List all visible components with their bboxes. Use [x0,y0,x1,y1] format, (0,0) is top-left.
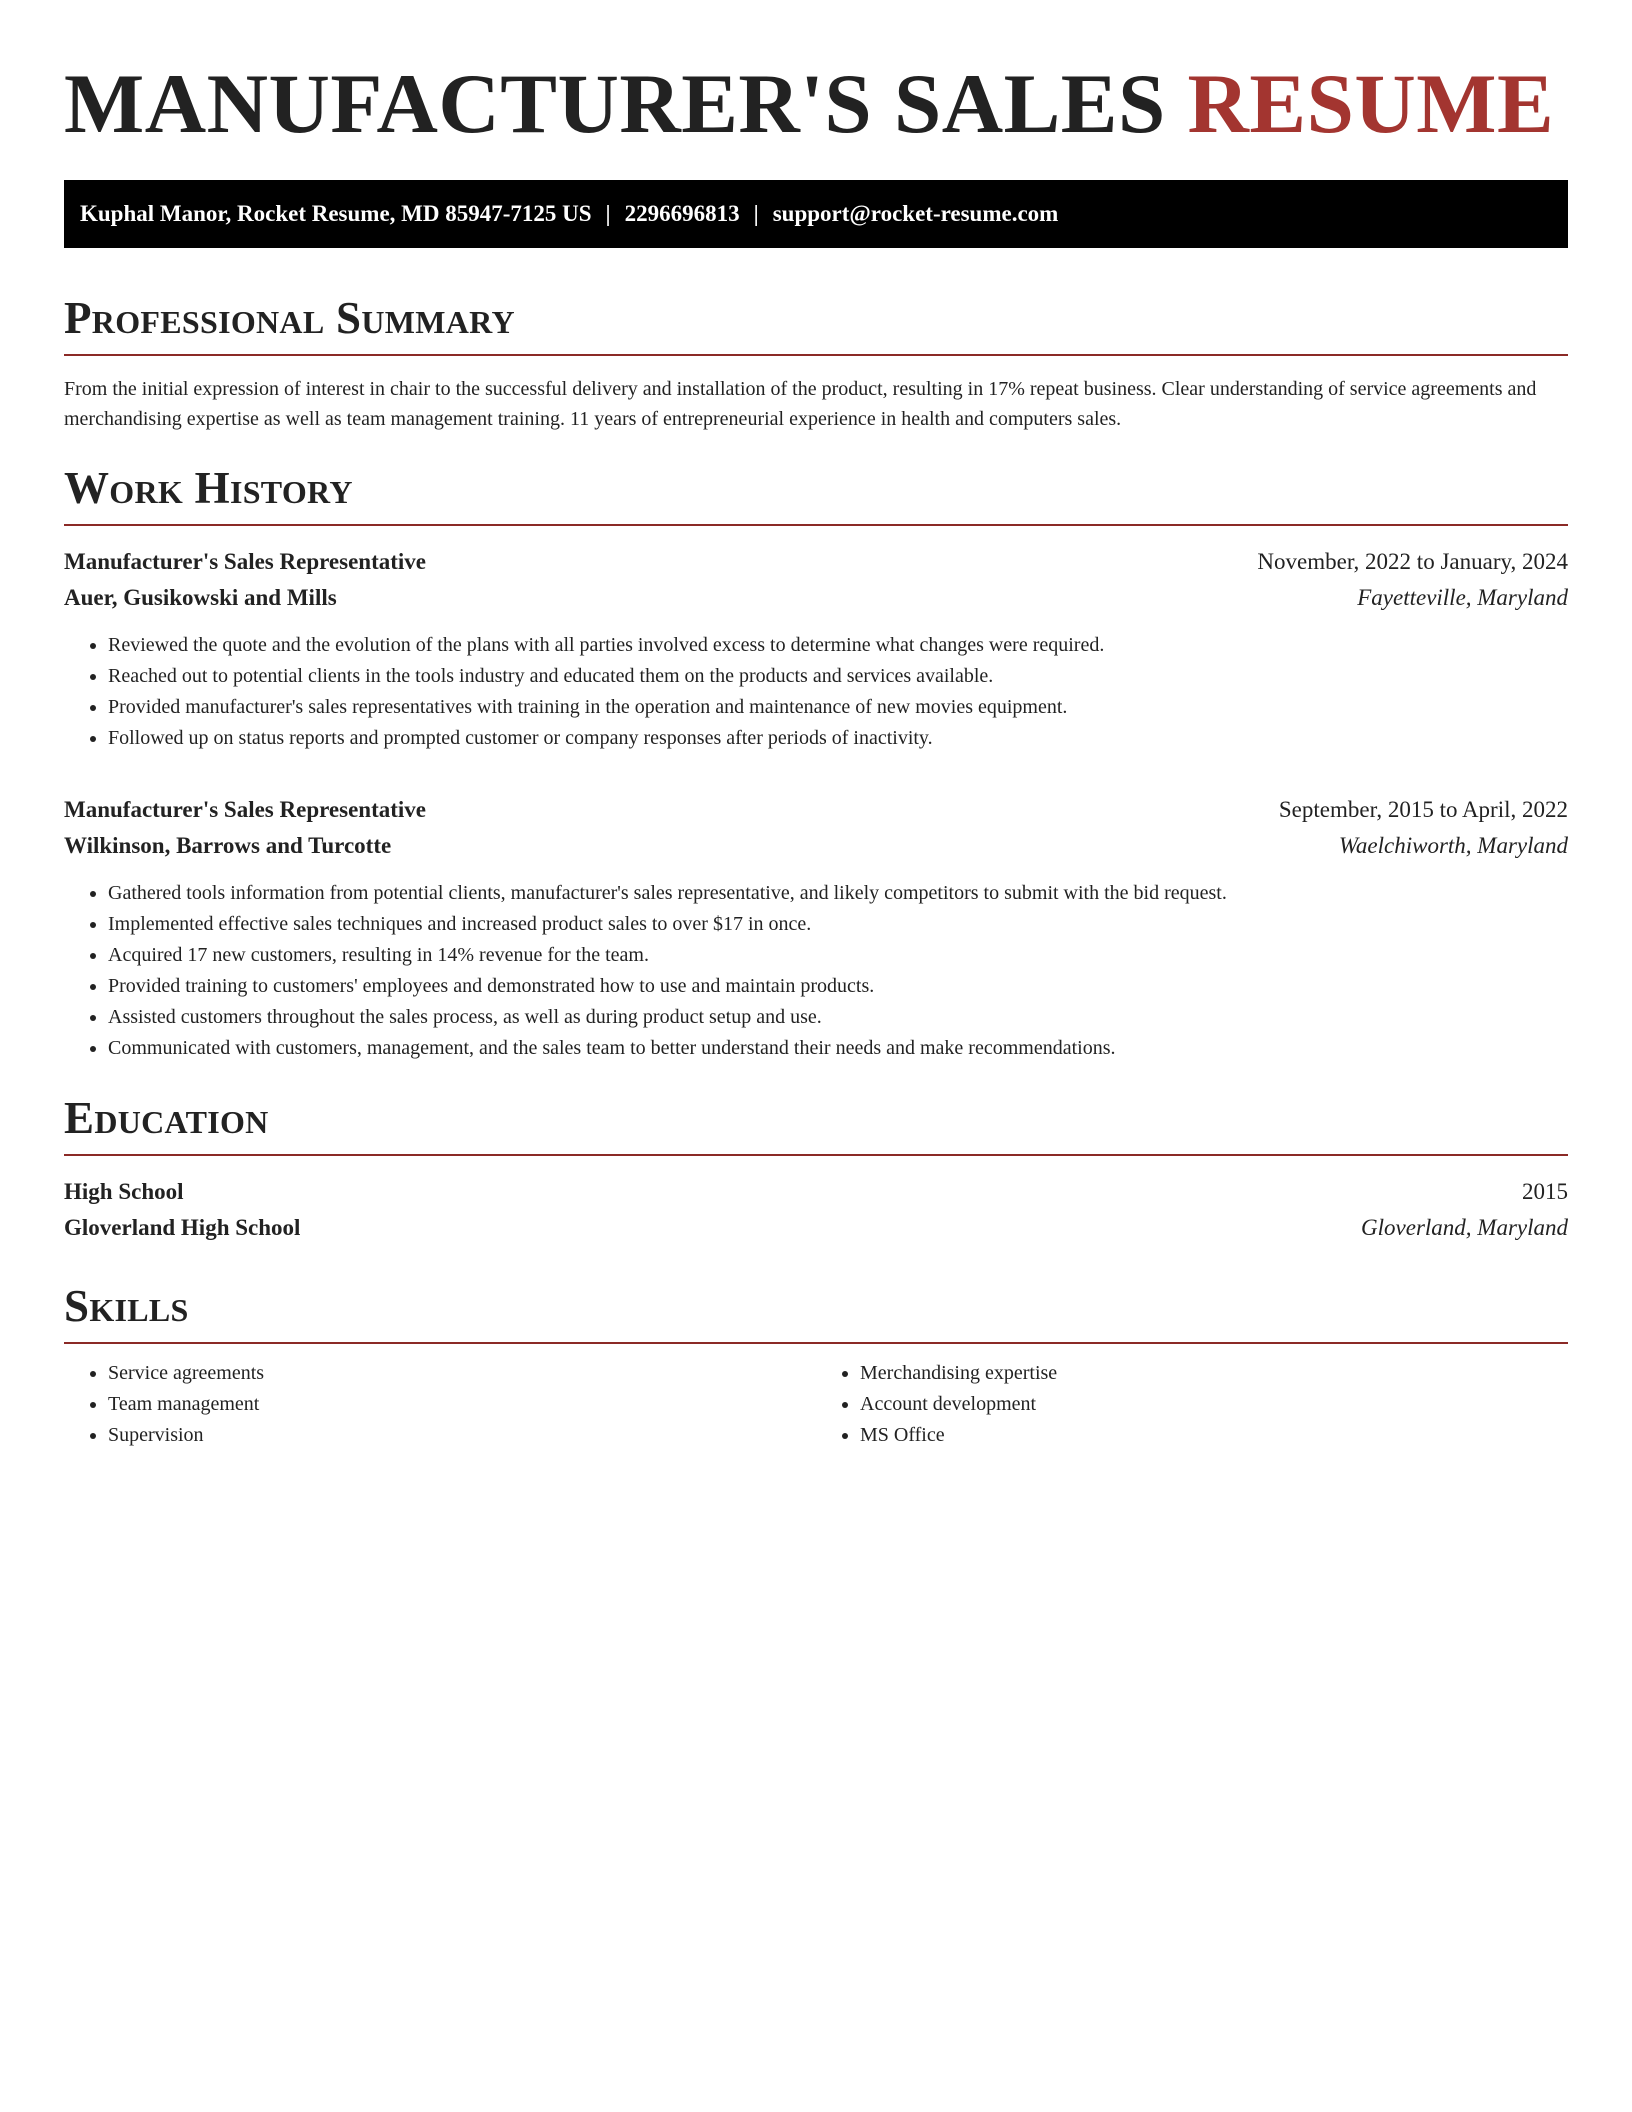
job-bullet: • Implemented effective sales techniques and increased product sales to over $17 in once. [108,909,1568,940]
job-entry [64,792,1568,1064]
job-entry [64,544,1568,754]
contact-email: support@rocket-resume.com [772,201,1059,226]
skill-item: • Service agreements [108,1358,816,1389]
job-bullet: • Reviewed the quote and the evolution of the plans with all parties involved excess to determine what changes were required. [108,630,1568,661]
job-bullet: • Communicated with customers, management, and the sales team to better understand their needs and make recommendations. [108,1033,1568,1064]
education-school-row [64,1210,1568,1246]
skill-item: • Account development [860,1389,1568,1420]
job-company: Auer, Gusikowski and Mills [64,585,337,610]
resume-title [64,56,1568,152]
work-history-heading: Work History [64,463,353,513]
job-dates: November, 2022 to January, 2024 [1257,549,1568,574]
job-title-row [64,792,1568,828]
summary-heading: Professional Summary [64,293,515,343]
section-divider [64,354,1568,356]
job-bullet: • Acquired 17 new customers, resulting in 14% revenue for the team. [108,940,1568,971]
job-company-row [64,828,1568,864]
contact-separator: | [753,201,759,226]
job-location: Fayetteville, Maryland [1357,585,1568,610]
skill-item: • MS Office [860,1420,1568,1451]
section-divider [64,524,1568,526]
summary-text: From the initial expression of interest in chair to the successful delivery and installation of the product, resulting in 17% repeat business. Clear understanding of service agreements and merchandising expertise as well as team management training. 11 years of entrepreneurial experience in health and computers sales. [64,378,1537,430]
section-divider [64,1342,1568,1344]
contact-phone: 2296696813 [624,201,740,226]
title-accent: RESUME [1187,57,1555,151]
job-bullet: • Followed up on status reports and prompted customer or company responses after periods of inactivity. [108,723,1568,754]
contact-separator: | [605,201,611,226]
job-title: Manufacturer's Sales Representative [64,549,426,574]
title-main: MANUFACTURER'S SALES [64,57,1166,151]
skill-item: • Team management [108,1389,816,1420]
job-bullet: • Provided manufacturer's sales representatives with training in the operation and maintenance of new movies equipment. [108,692,1568,723]
job-title-row [64,544,1568,580]
job-bullet: • Reached out to potential clients in the tools industry and educated them on the products and services available. [108,661,1568,692]
job-bullet: • Provided training to customers' employees and demonstrated how to use and maintain products. [108,971,1568,1002]
job-company: Wilkinson, Barrows and Turcotte [64,833,392,858]
skills-list-right [816,1358,1568,1451]
education-location: Gloverland, Maryland [1361,1215,1568,1240]
section-divider [64,1154,1568,1156]
contact-bar [64,180,1568,248]
education-degree: High School [64,1179,184,1204]
job-bullets [64,630,1568,754]
education-heading: Education [64,1093,269,1143]
skills-list-left [64,1358,816,1451]
skills-heading: Skills [64,1281,189,1331]
contact-address: Kuphal Manor, Rocket Resume, MD 85947-7125 US [80,201,592,226]
education-entry [64,1174,1568,1246]
job-bullet: • Assisted customers throughout the sales process, as well as during product setup and use. [108,1002,1568,1033]
education-degree-row [64,1174,1568,1210]
skill-item: • Merchandising expertise [860,1358,1568,1389]
job-dates: September, 2015 to April, 2022 [1278,797,1568,822]
job-title: Manufacturer's Sales Representative [64,797,426,822]
job-company-row [64,580,1568,616]
job-bullets [64,878,1568,1064]
job-bullet: • Gathered tools information from potential clients, manufacturer's sales representative, and likely competitors to submit with the bid request. [108,878,1568,909]
education-year: 2015 [1522,1179,1568,1204]
skills-grid [64,1358,1568,1451]
skill-item: • Supervision [108,1420,816,1451]
education-school: Gloverland High School [64,1215,301,1240]
job-location: Waelchiworth, Maryland [1338,833,1568,858]
